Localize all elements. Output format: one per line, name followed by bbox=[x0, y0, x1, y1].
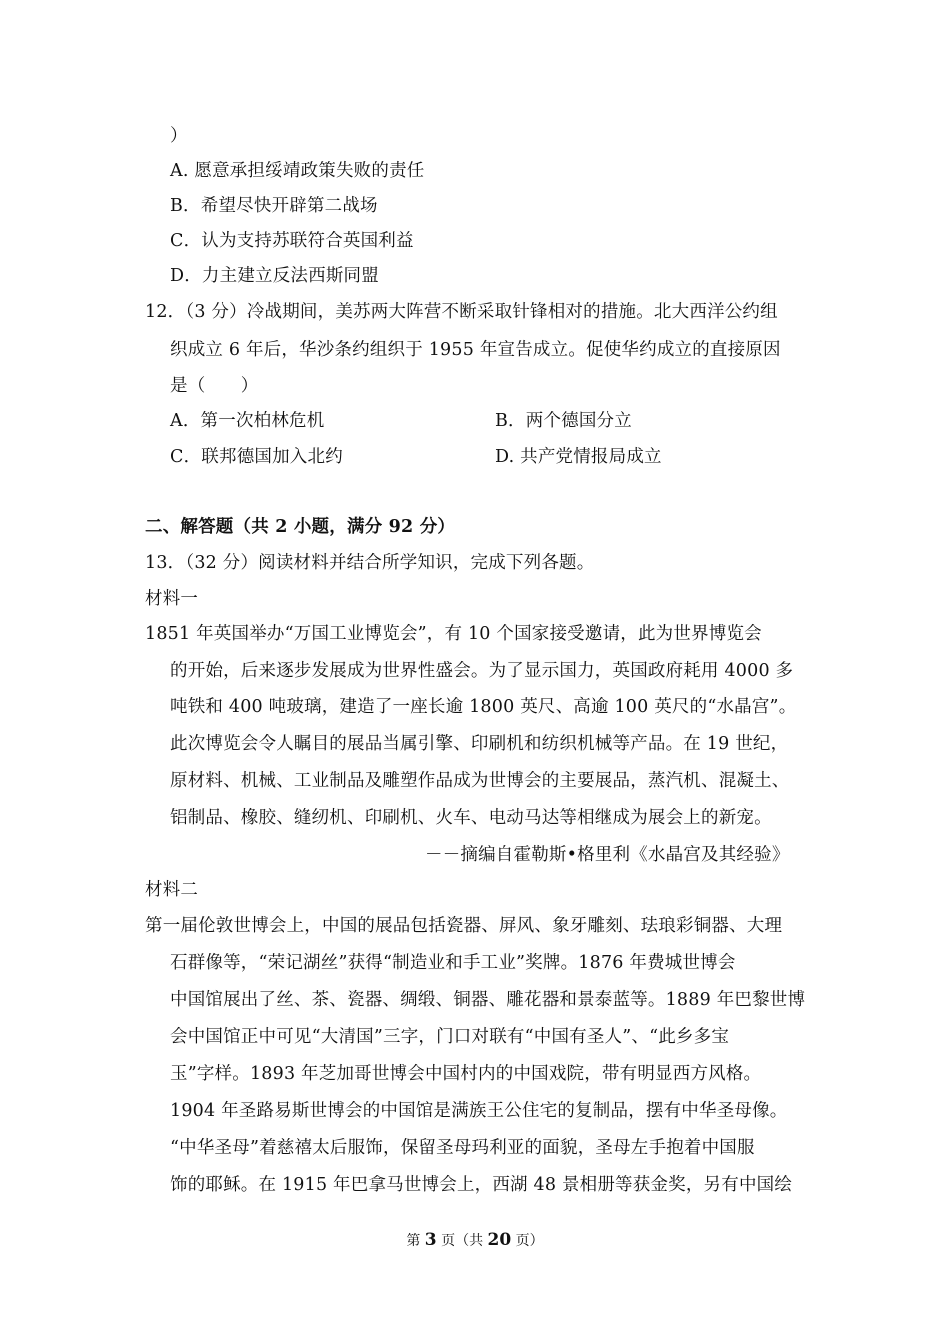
q11-option-c: C．认为支持苏联符合英国利益 bbox=[170, 231, 414, 251]
material-1-line-3: 吨铁和 400 吨玻璃，建造了一座长逾 1800 英尺、高逾 100 英尺的“水晶宫”。 bbox=[170, 697, 797, 717]
q12-option-c: C．联邦德国加入北约 bbox=[170, 447, 343, 467]
q12-stem-line-2: 织成立 6 年后，华沙条约组织于 1955 年宣告成立。促使华约成立的直接原因 bbox=[170, 340, 781, 360]
material-1-line-1: 1851 年英国举办“万国工业博览会”，有 10 个国家接受邀请，此为世界博览会 bbox=[145, 624, 762, 644]
material-2-line-1: 第一届伦敦世博会上，中国的展品包括瓷器、屏风、象牙雕刻、珐琅彩铜器、大理 bbox=[145, 916, 783, 936]
material-1-line-2: 的开始，后来逐步发展成为世界性盛会。为了显示国力，英国政府耗用 4000 多 bbox=[170, 661, 794, 681]
material-2-line-3: 中国馆展出了丝、茶、瓷器、绸缎、铜器、雕花器和景泰蓝等。1889 年巴黎世博 bbox=[170, 990, 806, 1010]
footer-middle: 页（共 bbox=[441, 1233, 484, 1249]
material-1-line-6: 铝制品、橡胶、缝纫机、印刷机、火车、电动马达等相继成为展会上的新宠。 bbox=[170, 808, 772, 828]
material-1-line-5: 原材料、机械、工业制品及雕塑作品成为世博会的主要展品，蒸汽机、混凝土、 bbox=[170, 771, 790, 791]
q12-stem-line-3: 是（ ） bbox=[170, 376, 259, 396]
q12-option-b: B．两个德国分立 bbox=[495, 411, 632, 431]
material-2-line-5: 玉”字样。1893 年芝加哥世博会中国村内的中国戏院，带有明显西方风格。 bbox=[170, 1064, 762, 1084]
q11-option-b: B．希望尽快开辟第二战场 bbox=[170, 196, 378, 216]
current-page-number: 3 bbox=[424, 1230, 437, 1250]
q11-paren-close: ） bbox=[170, 126, 188, 146]
total-page-number: 20 bbox=[487, 1230, 512, 1250]
material-1-line-4: 此次博览会令人瞩目的展品当属引擎、印刷机和纺织机械等产品。在 19 世纪， bbox=[170, 734, 789, 754]
q12-option-d: D. 共产党情报局成立 bbox=[495, 447, 662, 467]
q11-option-d: D．力主建立反法西斯同盟 bbox=[170, 266, 379, 286]
q12-option-a: A．第一次柏林危机 bbox=[170, 411, 325, 431]
page-footer bbox=[0, 1230, 950, 1251]
q13-stem: 13．（32 分）阅读材料并结合所学知识，完成下列各题。 bbox=[145, 553, 595, 573]
material-1-label: 材料一 bbox=[145, 589, 199, 609]
material-2-line-2: 石群像等，“荣记湖丝”获得“制造业和手工业”奖牌。1876 年费城世博会 bbox=[170, 953, 736, 973]
material-2-line-7: “中华圣母”着慈禧太后服饰，保留圣母玛利亚的面貌，圣母左手抱着中国服 bbox=[170, 1138, 755, 1158]
footer-suffix: 页） bbox=[515, 1233, 544, 1249]
material-2-line-8: 饰的耶稣。在 1915 年巴拿马世博会上，西湖 48 景相册等获金奖，另有中国绘 bbox=[170, 1175, 793, 1195]
material-1-source: －－摘编自霍勒斯•格里利《水晶宫及其经验》 bbox=[425, 845, 790, 865]
material-2-line-6: 1904 年圣路易斯世博会的中国馆是满族王公住宅的复制品，摆有中华圣母像。 bbox=[170, 1101, 788, 1121]
q11-option-a: A. 愿意承担绥靖政策失败的责任 bbox=[170, 161, 425, 181]
q12-stem-line-1: 12．（3 分）冷战期间，美苏两大阵营不断采取针锋相对的措施。北大西洋公约组 bbox=[145, 302, 778, 322]
section-heading: 二、解答题（共 2 小题，满分 92 分） bbox=[145, 517, 456, 537]
footer-prefix: 第 bbox=[406, 1233, 421, 1249]
material-2-line-4: 会中国馆正中可见“大清国”三字，门口对联有“中国有圣人”、“此乡多宝 bbox=[170, 1027, 730, 1047]
material-2-label: 材料二 bbox=[145, 880, 199, 900]
